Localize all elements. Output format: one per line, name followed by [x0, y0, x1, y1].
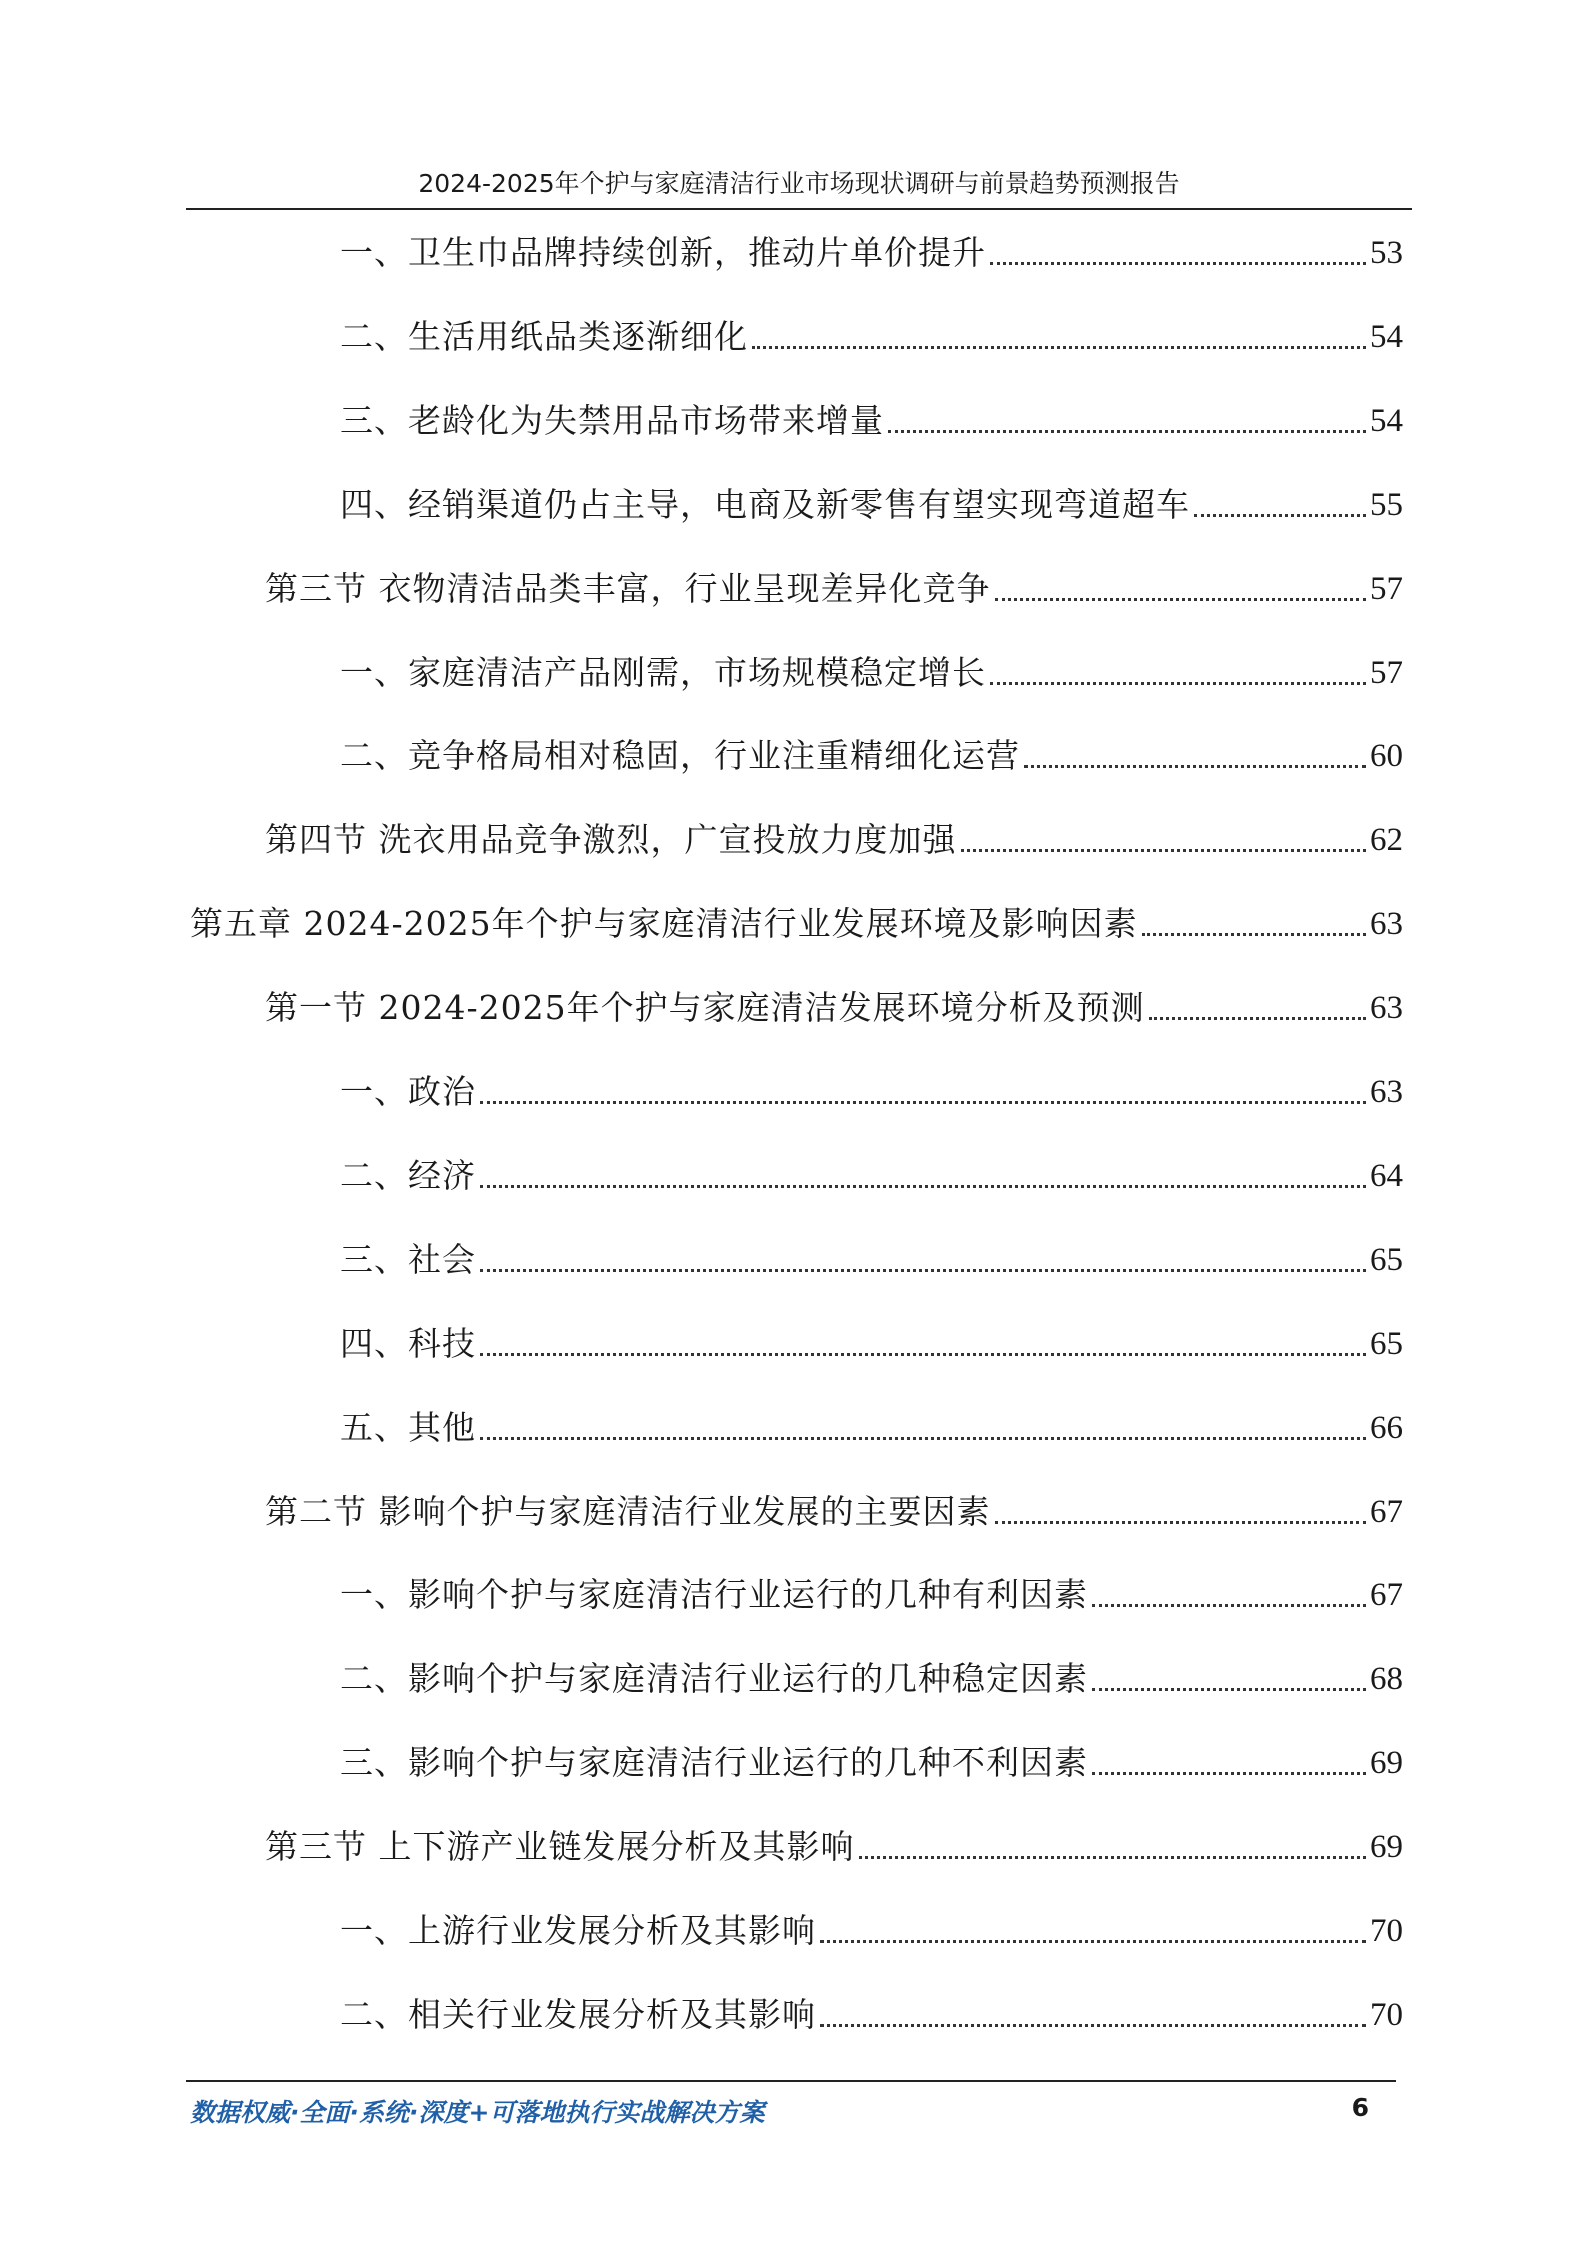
toc-entry-page: 57: [1370, 655, 1403, 691]
toc-dot-leader: [480, 1437, 1366, 1440]
toc-entry[interactable]: [265, 1822, 1403, 1872]
toc-entry-label: 二、生活用纸品类逐渐细化: [340, 317, 748, 356]
toc-entry-page: 63: [1370, 906, 1403, 942]
toc-dot-leader: [1092, 1604, 1366, 1607]
toc-entry[interactable]: [340, 648, 1403, 698]
toc-entry[interactable]: [340, 1570, 1403, 1620]
toc-entry-label: 第二节 影响个护与家庭清洁行业发展的主要因素: [265, 1492, 991, 1531]
toc-dot-leader: [1149, 1017, 1366, 1020]
toc-dot-leader: [820, 1940, 1366, 1943]
toc-entry-page: 65: [1370, 1242, 1403, 1278]
toc-entry-page: 53: [1370, 235, 1403, 271]
toc-entry[interactable]: [340, 1151, 1403, 1201]
toc-entry-page: 54: [1370, 319, 1403, 355]
toc-entry[interactable]: [340, 1403, 1403, 1453]
toc-dot-leader: [990, 262, 1366, 265]
toc-dot-leader: [1024, 765, 1366, 768]
toc-entry-page: 69: [1370, 1829, 1403, 1865]
toc-entry-label: 二、相关行业发展分析及其影响: [340, 1995, 816, 2034]
toc-entry[interactable]: [190, 899, 1403, 949]
toc-entry[interactable]: [340, 228, 1403, 278]
toc-entry-page: 66: [1370, 1410, 1403, 1446]
toc-entry[interactable]: [340, 1235, 1403, 1285]
toc-entry-page: 69: [1370, 1745, 1403, 1781]
toc-entry-label: 四、经销渠道仍占主导，电商及新零售有望实现弯道超车: [340, 485, 1190, 524]
toc-dot-leader: [1092, 1688, 1366, 1691]
report-running-title: 2024-2025年个护与家庭清洁行业市场现状调研与前景趋势预测报告: [418, 169, 1180, 198]
toc-entry-page: 67: [1370, 1494, 1403, 1530]
toc-entry[interactable]: [340, 1654, 1403, 1704]
toc-entry[interactable]: [340, 1738, 1403, 1788]
toc-entry-page: 70: [1370, 1913, 1403, 1949]
toc-entry-label: 第三节 上下游产业链发展分析及其影响: [265, 1827, 855, 1866]
toc-entry[interactable]: [265, 1487, 1403, 1537]
toc-entry-label: 一、上游行业发展分析及其影响: [340, 1911, 816, 1950]
toc-dot-leader: [990, 682, 1366, 685]
toc-entry-label: 一、卫生巾品牌持续创新，推动片单价提升: [340, 233, 986, 272]
toc-dot-leader: [859, 1856, 1367, 1859]
toc-dot-leader: [480, 1101, 1366, 1104]
toc-entry-label: 第三节 衣物清洁品类丰富，行业呈现差异化竞争: [265, 569, 991, 608]
toc-entry-page: 63: [1370, 990, 1403, 1026]
toc-entry-label: 五、其他: [340, 1408, 476, 1447]
toc-entry-label: 第五章 2024-2025年个护与家庭清洁行业发展环境及影响因素: [190, 904, 1138, 943]
toc-entry-label: 二、影响个护与家庭清洁行业运行的几种稳定因素: [340, 1659, 1088, 1698]
toc-dot-leader: [995, 1521, 1367, 1524]
toc-dot-leader: [1092, 1772, 1366, 1775]
toc-entry[interactable]: [265, 983, 1403, 1033]
toc-entry-label: 一、家庭清洁产品刚需，市场规模稳定增长: [340, 653, 986, 692]
toc-entry-label: 三、老龄化为失禁用品市场带来增量: [340, 401, 884, 440]
toc-entry[interactable]: [340, 312, 1403, 362]
toc-entry[interactable]: [265, 564, 1403, 614]
toc-entry-label: 一、政治: [340, 1072, 476, 1111]
toc-entry-label: 二、竞争格局相对稳固，行业注重精细化运营: [340, 736, 1020, 775]
toc-entry-label: 四、科技: [340, 1324, 476, 1363]
header-divider: [186, 208, 1412, 210]
toc-entry-label: 第四节 洗衣用品竞争激烈，广宣投放力度加强: [265, 820, 957, 859]
toc-entry-page: 70: [1370, 1997, 1403, 2033]
toc-dot-leader: [995, 598, 1367, 601]
toc-entry[interactable]: [340, 1990, 1403, 2040]
toc-entry-page: 60: [1370, 738, 1403, 774]
toc-entry-label: 三、社会: [340, 1240, 476, 1279]
toc-entry-page: 57: [1370, 571, 1403, 607]
toc-dot-leader: [961, 849, 1367, 852]
toc-dot-leader: [820, 2024, 1366, 2027]
toc-entry-page: 62: [1370, 822, 1403, 858]
toc-dot-leader: [480, 1353, 1366, 1356]
toc-entry-page: 67: [1370, 1577, 1403, 1613]
toc-entry-page: 65: [1370, 1326, 1403, 1362]
toc-entry-page: 63: [1370, 1074, 1403, 1110]
toc-entry[interactable]: [340, 1319, 1403, 1369]
toc-entry[interactable]: [340, 480, 1403, 530]
toc-entry[interactable]: [340, 1067, 1403, 1117]
toc-dot-leader: [1142, 933, 1366, 936]
toc-entry[interactable]: [340, 731, 1403, 781]
toc-dot-leader: [752, 346, 1366, 349]
toc-entry-label: 一、影响个护与家庭清洁行业运行的几种有利因素: [340, 1575, 1088, 1614]
toc-entry-page: 64: [1370, 1158, 1403, 1194]
toc-dot-leader: [888, 430, 1366, 433]
footer-slogan: 数据权威·全面·系统·深度+可落地执行实战解决方案: [190, 2098, 765, 2127]
toc-dot-leader: [1194, 514, 1366, 517]
toc-entry-label: 第一节 2024-2025年个护与家庭清洁发展环境分析及预测: [265, 988, 1145, 1027]
page-number: 6: [1351, 2093, 1369, 2122]
toc-entry-label: 二、经济: [340, 1156, 476, 1195]
footer-divider: [186, 2080, 1396, 2082]
toc-entry[interactable]: [340, 396, 1403, 446]
toc-dot-leader: [480, 1269, 1366, 1272]
toc-entry[interactable]: [265, 815, 1403, 865]
toc-dot-leader: [480, 1185, 1366, 1188]
toc-entry[interactable]: [340, 1906, 1403, 1956]
toc-entry-page: 55: [1370, 487, 1403, 523]
toc-entry-page: 68: [1370, 1661, 1403, 1697]
toc-entry-label: 三、影响个护与家庭清洁行业运行的几种不利因素: [340, 1743, 1088, 1782]
toc-entry-page: 54: [1370, 403, 1403, 439]
